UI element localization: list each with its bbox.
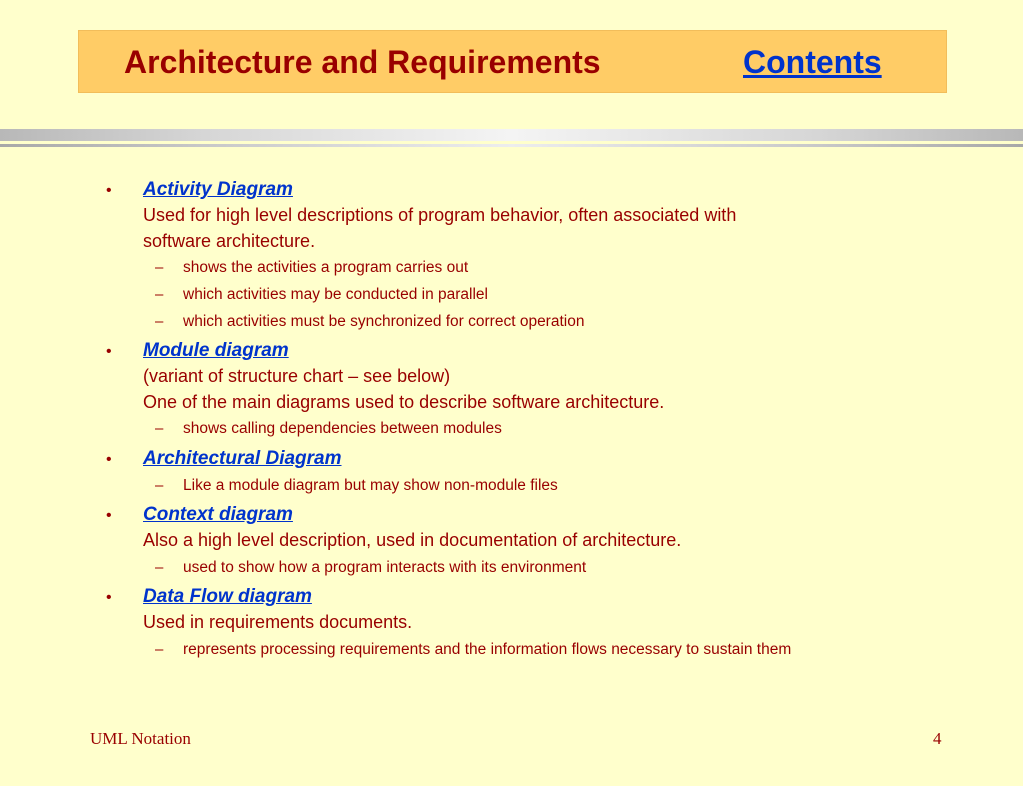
- page-number: 4: [933, 729, 942, 748]
- bullet-icon: •: [106, 343, 112, 360]
- divider-bar-top: [0, 129, 1023, 141]
- footer-title: UML Notation: [90, 729, 191, 748]
- contents-link[interactable]: Contents: [743, 44, 882, 80]
- activity-diagram-sub-2: which activities may be conducted in parallel: [183, 286, 488, 303]
- bullet-icon: •: [106, 451, 112, 468]
- activity-diagram-desc-line-1: Used for high level descriptions of program behavior, often associated with: [143, 205, 737, 225]
- data-flow-diagram-desc-line-1: Used in requirements documents.: [143, 612, 413, 632]
- title-banner: [78, 30, 947, 93]
- context-diagram-sub-1: used to show how a program interacts with its environment: [183, 559, 587, 576]
- module-diagram-sub-1: shows calling dependencies between modules: [183, 420, 502, 437]
- page-title: Architecture and Requirements: [124, 44, 601, 80]
- context-diagram-desc-line-1: Also a high level description, used in documentation of architecture.: [143, 530, 682, 550]
- dash-icon: –: [155, 420, 164, 437]
- dash-icon: –: [155, 641, 164, 658]
- bullet-icon: •: [106, 589, 112, 606]
- activity-diagram-link[interactable]: Activity Diagram: [143, 179, 293, 200]
- dash-icon: –: [155, 559, 164, 576]
- divider: [0, 129, 1023, 151]
- activity-diagram-sub-3: which activities must be synchronized for correct operation: [183, 313, 585, 330]
- dash-icon: –: [155, 286, 164, 303]
- activity-diagram-desc-line-2: software architecture.: [143, 231, 316, 251]
- data-flow-diagram-link[interactable]: Data Flow diagram: [143, 586, 312, 607]
- module-diagram-link[interactable]: Module diagram: [143, 340, 289, 361]
- architectural-diagram-sub-1: Like a module diagram but may show non-module files: [183, 477, 558, 494]
- dash-icon: –: [155, 477, 164, 494]
- module-diagram-desc-line-1: (variant of structure chart – see below): [143, 366, 451, 386]
- context-diagram-link[interactable]: Context diagram: [143, 504, 293, 525]
- dash-icon: –: [155, 313, 164, 330]
- divider-bar-bottom: [0, 144, 1023, 147]
- dash-icon: –: [155, 259, 164, 276]
- activity-diagram-sub-1: shows the activities a program carries out: [183, 259, 469, 276]
- architectural-diagram-link[interactable]: Architectural Diagram: [143, 448, 342, 469]
- bullet-icon: •: [106, 507, 112, 524]
- data-flow-diagram-sub-1: represents processing requirements and the information flows necessary to sustain them: [183, 641, 792, 658]
- module-diagram-desc-line-2: One of the main diagrams used to describe software architecture.: [143, 392, 665, 412]
- bullet-icon: •: [106, 182, 112, 199]
